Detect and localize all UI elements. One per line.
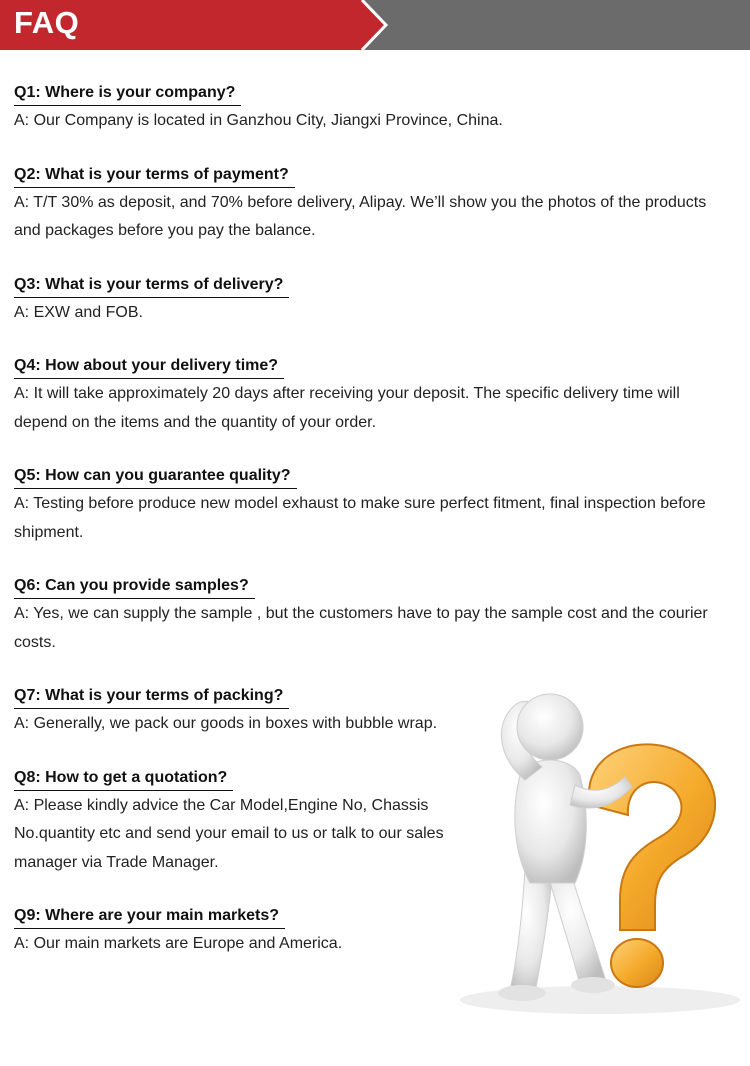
faq-question: Q6: Can you provide samples?: [14, 574, 255, 599]
faq-answer: A: Testing before produce new model exhaust to make sure perfect fitment, final inspection before shipment.: [14, 495, 706, 541]
faq-item-2: [14, 163, 734, 246]
faq-item-6: [14, 574, 734, 657]
faq-answer: A: Please kindly advice the Car Model,Engine No, Chassis No.quantity etc and send your email to us or talk to our sales manager via Trade Manager.: [14, 796, 444, 871]
faq-answer: A: Our main markets are Europe and America.: [14, 935, 343, 952]
faq-header: [0, 0, 750, 50]
faq-answer: A: EXW and FOB.: [14, 303, 143, 321]
faq-answer: A: It will take approximately 20 days after receiving your deposit. The specific delivery time will depend on the items and the quantity of your order.: [14, 385, 680, 431]
faq-question: Q7: What is your terms of packing?: [14, 684, 289, 709]
faq-answer: A: Yes, we can supply the sample , but the customers have to pay the sample cost and the courier costs.: [14, 605, 708, 651]
faq-answer: A: T/T 30% as deposit, and 70% before delivery, Alipay. We’ll show you the photos of the products and packages before you pay the balance.: [14, 193, 707, 239]
faq-question: Q3: What is your terms of delivery?: [14, 273, 289, 298]
faq-answer: A: Our Company is located in Ganzhou City, Jiangxi Province, China.: [14, 112, 503, 129]
faq-item-3: [14, 273, 734, 328]
faq-item-4: [14, 354, 734, 437]
faq-question: Q4: How about your delivery time?: [14, 354, 284, 379]
faq-question: Q9: Where are your main markets?: [14, 904, 285, 929]
header-banner: [0, 0, 750, 50]
faq-item-1: [14, 81, 734, 136]
faq-question: Q5: How can you guarantee quality?: [14, 464, 297, 489]
faq-answer: A: Generally, we pack our goods in boxes with bubble wrap.: [14, 715, 438, 732]
page-title: FAQ: [14, 5, 80, 40]
thinking-person-question-mark-icon: [430, 655, 750, 1025]
faq-item-5: [14, 464, 734, 547]
faq-question: Q2: What is your terms of payment?: [14, 163, 295, 188]
faq-question: Q1: Where is your company?: [14, 81, 241, 106]
faq-question: Q8: How to get a quotation?: [14, 766, 233, 791]
